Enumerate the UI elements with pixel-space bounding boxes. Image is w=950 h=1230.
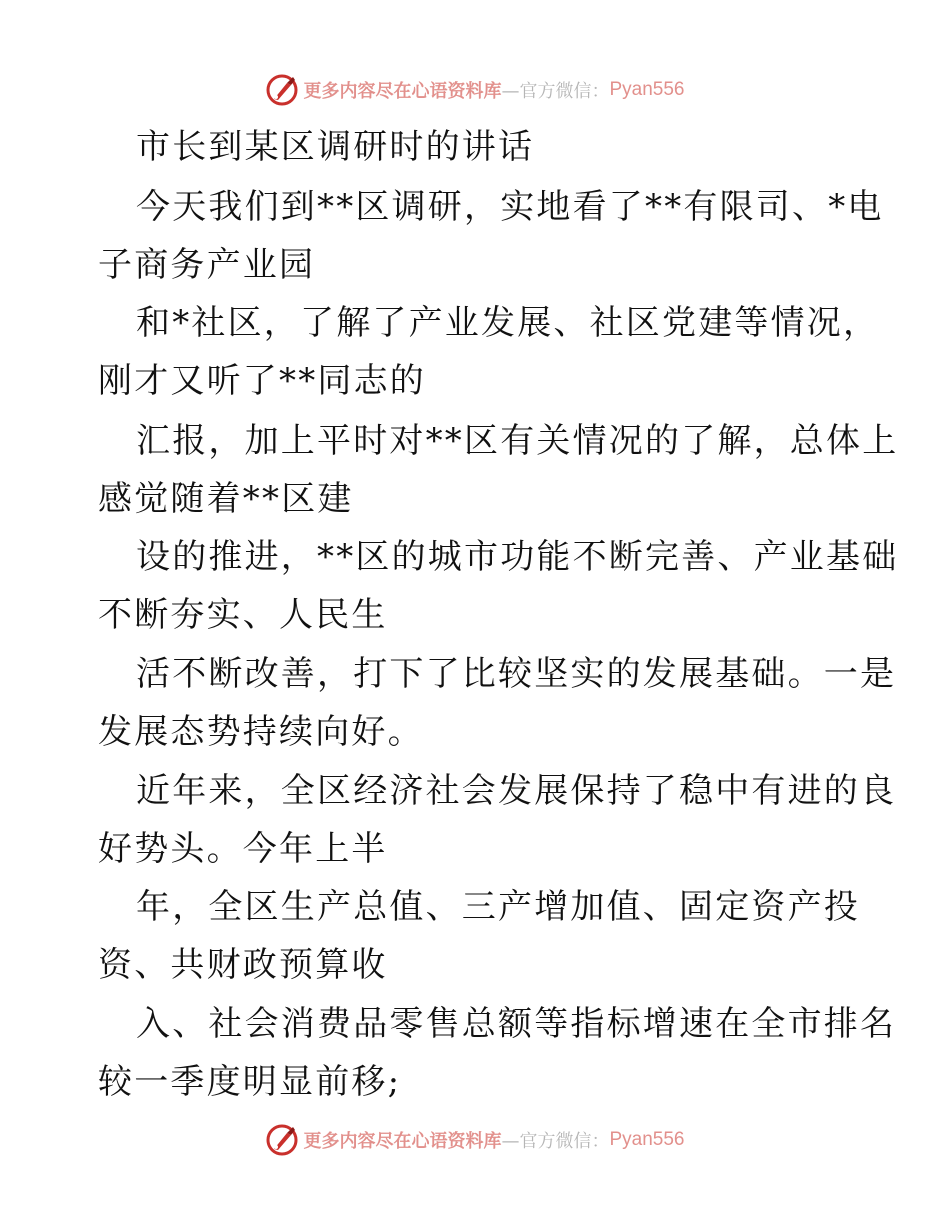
text-line: 和*社区，了解了产业发展、社区党建等情况， — [136, 303, 880, 343]
text-line: 近年来，全区经济社会发展保持了稳中有进的良 — [136, 771, 897, 811]
text-line: 今天我们到**区调研，实地看了**有限司、*电 — [136, 187, 884, 227]
text-line: 较一季度明显前移; — [98, 1062, 402, 1102]
text-line: 刚才又听了**同志的 — [98, 361, 426, 401]
text-line: 入、社会消费品零售总额等指标增速在全市排名 — [136, 1004, 897, 1044]
text-line: 年，全区生产总值、三产增加值、固定资产投 — [136, 887, 860, 927]
text-line: 不断夯实、人民生 — [98, 595, 388, 635]
watermark-wechat-id: Pyan556 — [609, 79, 685, 100]
watermark-sub-text: —官方微信： — [501, 1131, 610, 1152]
watermark-main-text: 更多内容尽在心语资料库 — [303, 1131, 502, 1152]
text-line: 发展态势持续向好。 — [98, 712, 424, 752]
watermark-wechat-id: Pyan556 — [609, 1129, 685, 1150]
text-line: 感觉随着**区建 — [98, 479, 354, 519]
text-line: 汇报，加上平时对**区有关情况的了解，总体上 — [136, 421, 899, 461]
watermark-main-text: 更多内容尽在心语资料库 — [303, 81, 502, 102]
text-line: 子商务产业园 — [98, 245, 316, 285]
text-line: 好势头。今年上半 — [98, 829, 388, 869]
text-line: 资、共财政预算收 — [98, 945, 388, 985]
document-title: 市长到某区调研时的讲话 — [136, 127, 535, 167]
text-line: 活不断改善，打下了比较坚实的发展基础。一是 — [136, 654, 897, 694]
text-line: 设的推进，**区的城市功能不断完善、产业基础 — [136, 537, 899, 577]
header-watermark — [0, 70, 950, 110]
footer-watermark — [0, 1120, 950, 1160]
quill-pen-logo-icon — [265, 73, 299, 107]
watermark-sub-text: —官方微信： — [501, 81, 610, 102]
quill-pen-logo-icon — [265, 1123, 299, 1157]
